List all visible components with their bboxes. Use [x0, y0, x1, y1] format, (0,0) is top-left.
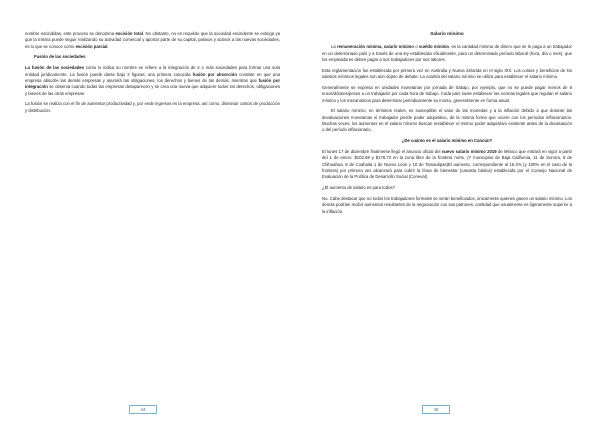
bold-term: nuevo salario mínimo 2019 — [441, 149, 497, 155]
bold-term: fusión por integración — [25, 77, 280, 90]
bold-term: fusión por absorción — [192, 71, 237, 77]
text-run: No. Cabe destacar que no todos los trabajadores formales se verán beneficiados, únicamente quienes ganen un salario mínimo. Los demás podrían recibir aumentos resultantes de la negociación con sus patrones, cantidad que usualmente es ligeramente superior a la inflación. — [322, 196, 572, 214]
text-run: El lunes 17 de diciembre finalmente llegó el anuncio oficial del — [322, 149, 442, 155]
paragraph-history — [322, 68, 572, 81]
text-run: La fusión se realiza con el fin de aumentar productividad y, por ende ingresos en la empresa, así como, disminuir costos de producción y distribución. — [25, 101, 280, 113]
text-run: La — [331, 44, 338, 50]
subheading-cancun: ¿De cuánto es el salario mínimo en Cancún? — [401, 138, 493, 144]
text-run: se observa cuando todas las empresas desaparecen y se crea una nueva que adquiere todos los derechos, obligaciones y bienes de las otras empresas. — [25, 84, 280, 96]
bold-term: escisión total — [115, 31, 143, 36]
text-run: o — [413, 44, 419, 50]
text-run: El salario mínimo, en términos reales, es susceptible el valor de las monedas y a la inflación debido a que durante las devaluaciones monetarias el trabajador pierde poder adquisitivo, de la misma forma que ocurre con los períodos inflacionarios. Muchas veces, los aumentos en el salario mínimo buscan restablecer el mismo poder adquisitivo existente antes de la devaluación o del período inflacionario. — [322, 108, 572, 133]
text-run: ¿El aumento de salario es para todos? — [322, 185, 396, 191]
bold-term: La fusión de las sociedades — [25, 65, 85, 71]
paragraph-inflation — [322, 108, 572, 133]
paragraph-units — [322, 85, 572, 104]
text-run: de México que entrará en vigor a partir del 1 de enero: $102.68 y $176.72 en la zona libre de la frontera norte. (Y municipios de Baja California, 11 de Sonora, 8 de Chihuahua, 8 de Coahuila 1 de Nuevo León y 10 de Tamaulipas)El aumento, correspondiente al 16.2% (y 100% en el caso de la frontera) por primera vez alcanzará para cubrir la línea de bienestar (canasta básica) establecida por el Consejo Nacional de Evaluación de la Política de Desarrollo Social (Coneval). — [322, 149, 573, 180]
paragraph-fusion-purpose — [25, 101, 280, 114]
bold-term: escisión parcial — [75, 43, 108, 49]
text-run: . No obstante, no es requisito que la sociedad escindente se extinga ya que la misma puede seguir realizando su actividad comercial y aportar parte de su capital, pasivos y activos a las nuevas sociedades, es lo que se conoce como — [25, 31, 280, 49]
page-title: Salario mínimo — [430, 31, 464, 36]
left-text-column — [25, 31, 280, 119]
paragraph-fusion-definition — [25, 65, 280, 96]
bold-term: sueldo mínimo — [418, 44, 449, 50]
text-run: Generalmente se expresa en unidades monetarias por jornada de trabajo, por ejemplo, que no se puede pagar menos de 6 euros/dólares/pesos a un trabajador por cada hora de trabajo. Cada país suele establecer las normas legales que regulan el salario mínimo y los mecanismos para determinar periódicamente su monto, generalmente en forma anual. — [322, 84, 572, 103]
text-run: . — [107, 43, 109, 49]
right-text-column — [322, 31, 572, 220]
text-run: consiste en que una empresa absorbe las demás empresas y asumirá las obligaciones, los derechos y bienes de las demás, mientras que — [25, 71, 281, 83]
paragraph-announcement — [322, 149, 572, 180]
right-page — [300, 0, 600, 424]
text-run: nombre escindidas, este proceso se denomina — [25, 31, 116, 36]
bold-term: remuneración mínima, salario mínimo — [337, 44, 414, 50]
text-run: como lo indica su nombre se refiere a la integración de 2 o más sociedades para formar una sola entidad jurídicamente. La fusión puede darse bajo 2 figuras; una primera conocida — [25, 65, 280, 77]
paragraph-question — [322, 185, 572, 191]
paragraph-answer — [322, 196, 572, 215]
text-run: Esta reglamentación fue establecida por primera vez en Australia y Nueva Zelanda en el siglo XIX. Los costos y beneficios de los salarios mínimos legales son aún objeto de debate. La cuantía del salario mínimo se utiliza para establecer el salario mínimo. — [322, 67, 572, 80]
text-run: , es la cantidad mínima de dinero que se le paga a un trabajador en un determinado país y a través de una ley establecida oficialmente, para un determinado período laboral (hora, día o mes), que los empleadores deben pagar a sus trabajadores por sus labores. — [322, 44, 572, 62]
paragraph-escision — [25, 31, 280, 50]
paragraph-definition — [322, 44, 572, 63]
page-number-left: 44 — [129, 405, 157, 414]
page-number-right: 45 — [422, 405, 450, 414]
heading-fusion: Fusión de las sociedades — [34, 54, 86, 60]
